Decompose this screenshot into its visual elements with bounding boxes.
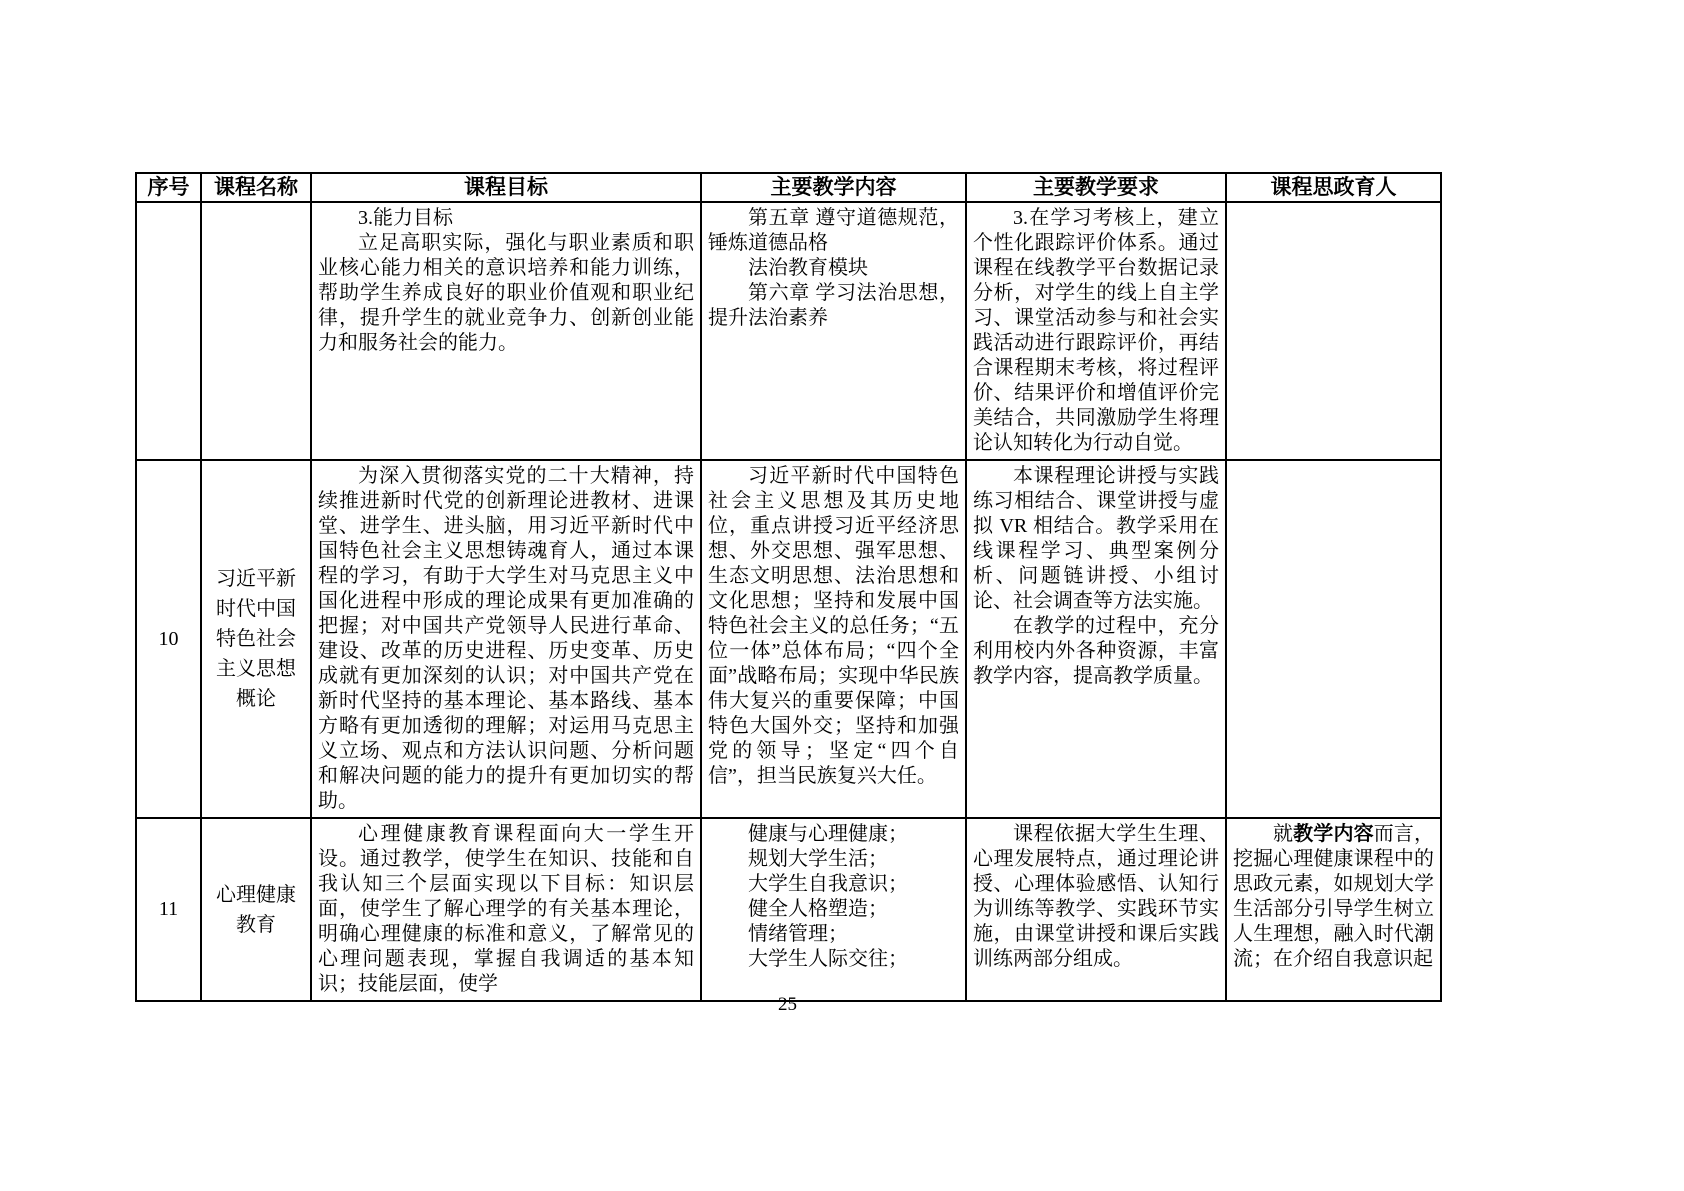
- requirements-cell: [966, 818, 1226, 1001]
- paragraph: 规划大学生活；: [748, 848, 888, 870]
- col-header-ideology: 课程思政育人: [1226, 173, 1441, 202]
- paragraph: 第五章 遵守道德规范，锤炼道德品格: [708, 207, 959, 254]
- content-cell: [701, 460, 966, 818]
- course-table: [135, 172, 1442, 1002]
- paragraph: 大学生自我意识；: [748, 873, 908, 895]
- course-name-cell: 心理健康教育: [201, 818, 311, 1001]
- ideology-text-prefix: 就: [1273, 823, 1294, 845]
- requirements-cell: [966, 202, 1226, 460]
- paragraph: 习近平新时代中国特色社会主义思想及其历史地位，重点讲授习近平经济思想、外交思想、强军思想、生态文明思想、法治思想和文化思想；坚持和发展中国特色社会主义的总任务；“五位一体”总体布局；“四个全面”战略布局；实现中华民族伟大复兴的重要保障；中国特色大国外交；坚持和加强党的领导；坚定“四个自信”，担当民族复兴大任。: [708, 465, 959, 787]
- paragraph: 本课程理论讲授与实践练习相结合、课堂讲授与虚拟 VR 相结合。教学采用在线课程学习、典型案例分析、问题链讲授、小组讨论、社会调查等方法实施。: [973, 465, 1219, 612]
- content-cell: [701, 818, 966, 1001]
- paragraph: 3.在学习考核上，建立个性化跟踪评价体系。通过课程在线教学平台数据记录分析，对学生的线上自主学习、课堂活动参与和社会实践活动进行跟踪评价，再结合课程期末考核，将过程评价、结果评价和增值评价完美结合，共同激励学生将理论认知转化为行动自觉。: [973, 207, 1219, 454]
- seq-cell: 10: [136, 460, 201, 818]
- col-header-course-name: 课程名称: [201, 173, 311, 202]
- seq-cell: [136, 202, 201, 460]
- ideology-text-bold: 教学内容: [1293, 823, 1374, 845]
- seq-cell: 11: [136, 818, 201, 1001]
- paragraph: 健全人格塑造；: [748, 898, 888, 920]
- objectives-cell: [311, 818, 701, 1001]
- paragraph: 为深入贯彻落实党的二十大精神，持续推进新时代党的创新理论进教材、进课堂、进学生、进头脑，用习近平新时代中国特色社会主义思想铸魂育人，通过本课程的学习，有助于大学生对马克思主义中国化进程中形成的理论成果有更加准确的把握；对中国共产党领导人民进行革命、建设、改革的历史进程、历史变革、历史成就有更加深刻的认识；对中国共产党在新时代坚持的基本理论、基本路线、基本方略有更加透彻的理解；对运用马克思主义立场、观点和方法认识问题、分析问题和解决问题的能力的提升有更加切实的帮助。: [318, 465, 694, 812]
- paragraph: [1233, 822, 1434, 972]
- paragraph: 立足高职实际，强化与职业素质和职业核心能力相关的意识培养和能力训练，帮助学生养成良好的职业价值观和职业纪律，提升学生的就业竞争力、创新创业能力和服务社会的能力。: [318, 232, 694, 354]
- course-name-cell: [201, 202, 311, 460]
- ideology-text-rest: 而言，挖掘心理健康课程中的思政元素，如规划大学生活部分引导学生树立人生理想，融入时代潮流；在介绍自我意识起: [1233, 823, 1435, 970]
- ideology-cell: [1226, 202, 1441, 460]
- objectives-cell: [311, 460, 701, 818]
- content-cell: [701, 202, 966, 460]
- paragraph: 第六章 学习法治思想，提升法治素养: [708, 282, 959, 329]
- table-row-course-11: [136, 818, 1441, 1001]
- paragraph: 心理健康教育课程面向大一学生开设。通过教学，使学生在知识、技能和自我认知三个层面实现以下目标：知识层面，使学生了解心理学的有关基本理论，明确心理健康的标准和意义，了解常见的心理问题表现，掌握自我调适的基本知识；技能层面，使学: [318, 823, 694, 995]
- objectives-cell: [311, 202, 701, 460]
- table-row-continuation: [136, 202, 1441, 460]
- table-row-course-10: [136, 460, 1441, 818]
- col-header-objectives: 课程目标: [311, 173, 701, 202]
- col-header-seq: 序号: [136, 173, 201, 202]
- course-name-cell: 习近平新时代中国特色社会主义思想概论: [201, 460, 311, 818]
- paragraph: 3.能力目标: [358, 207, 453, 229]
- paragraph: 健康与心理健康；: [748, 823, 908, 845]
- ideology-cell: [1226, 460, 1441, 818]
- col-header-requirements: 主要教学要求: [966, 173, 1226, 202]
- col-header-content: 主要教学内容: [701, 173, 966, 202]
- paragraph: 大学生人际交往；: [748, 948, 908, 970]
- requirements-cell: [966, 460, 1226, 818]
- ideology-cell: [1226, 818, 1441, 1001]
- page-number: 25: [778, 994, 797, 1015]
- paragraph: 课程依据大学生生理、心理发展特点，通过理论讲授、心理体验感悟、认知行为训练等教学、实践环节实施，由课堂讲授和课后实践训练两部分组成。: [973, 823, 1219, 970]
- paragraph: 法治教育模块: [748, 257, 868, 279]
- header-row: [136, 173, 1441, 202]
- paragraph: 情绪管理；: [748, 923, 848, 945]
- paragraph: 在教学的过程中，充分利用校内外各种资源，丰富教学内容，提高教学质量。: [973, 615, 1219, 687]
